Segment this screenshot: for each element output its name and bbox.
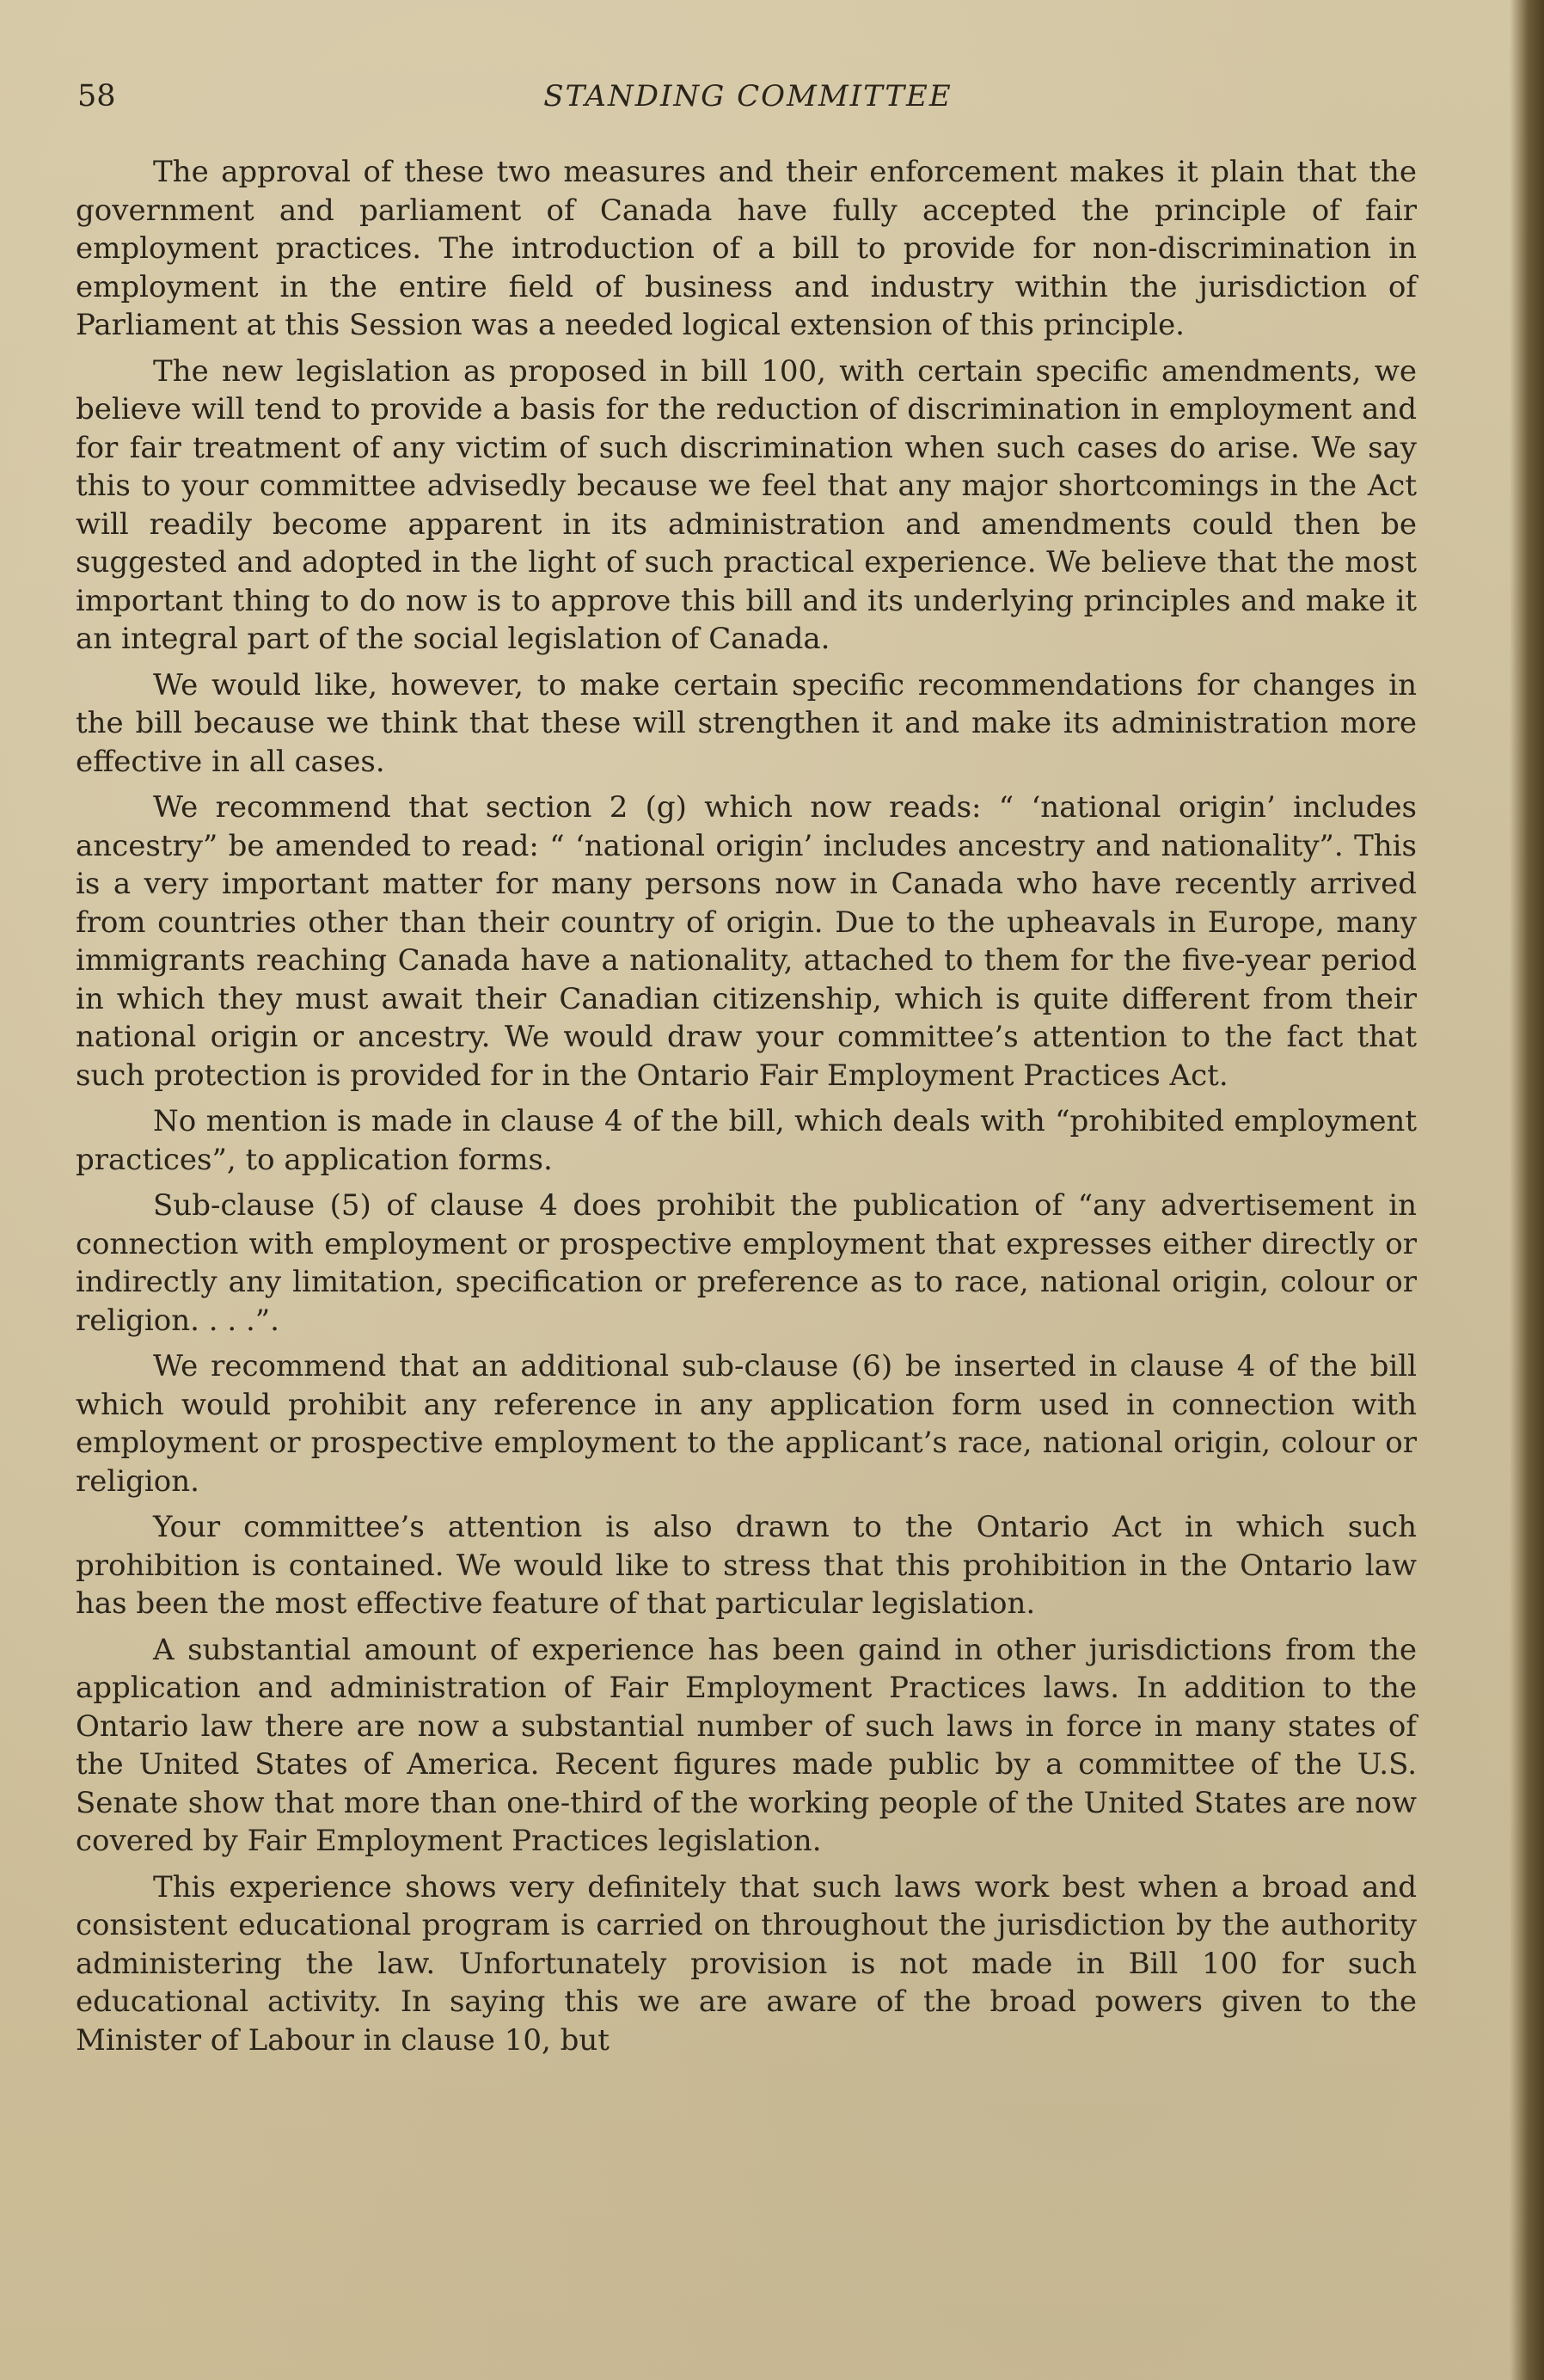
paragraph: This experience shows very definitely that such laws work best when a broad and consistent educational program is carried on throughout the jurisdiction by the authority administering the law. Unfortunately provision is not made in Bill 100 for such educational activity. In saying this we are aware of the broad powers given to the Minister of Labour in clause 10, but [76,1869,1417,2058]
paragraph: The new legislation as proposed in bill 100, with certain specific amendments, we believe will tend to provide a basis for the reduction of discrimination in employment and for fair treatment of any victim of such discrimination when such cases do arise. We say this to your committee advisedly because we feel that any major shortcomings in the Act will readily become apparent in its administration and amendments could then be suggested and adopted in the light of such practical experience. We believe that the most important thing to do now is to approve this bill and its underlying principles and make it an integral part of the social legislation of Canada. [76,353,1417,656]
paragraph: We would like, however, to make certain specific recommendations for changes in the bill because we think that these will strengthen it and make its administration more effective in all cases. [76,667,1417,779]
paragraph: No mention is made in clause 4 of the bill, which deals with “prohibited employment practices”, to application forms. [76,1104,1417,1177]
paragraph: We recommend that section 2 (g) which now reads: “ ‘national origin’ includes ancestry” be amended to read: “ ‘national origin’ includes ancestry and nationality”. This is a very important matter for many persons now in Canada who have recently arrived from countries other than their country of origin. Due to the upheavals in Europe, many immigrants reaching Canada have a nationality, attached to them for the five-year period in which they must await their Canadian citizenship, which is quite different from their national origin or ancestry. We would draw your committee’s attention to the fact that such protection is provided for in the Ontario Fair Employment Practices Act. [76,790,1417,1093]
paragraph: The approval of these two measures and their enforcement makes it plain that the government and parliament of Canada have fully accepted the principle of fair employment practices. The introduction of a bill to provide for non-discrimination in employment in the entire field of business and industry within the jurisdiction of Parliament at this Session was a needed logical extension of this principle. [76,155,1417,342]
running-title: STANDING COMMITTEE [543,79,953,113]
paragraph: Sub-clause (5) of clause 4 does prohibit the publication of “any advertisement in connection with employment or prospective employment that expresses either directly or indirectly any limitation, specification or preference as to race, national origin, colour or religion. . . .”. [76,1188,1417,1338]
paragraph: Your committee’s attention is also drawn to the Ontario Act in which such prohibition is contained. We would like to stress that this prohibition in the Ontario law has been the most effective feature of that particular legislation. [76,1510,1417,1621]
page-edge-shadow [1510,0,1544,2380]
paragraph: We recommend that an additional sub-clause (6) be inserted in clause 4 of the bill which would prohibit any reference in any application form used in connection with employment or prospective employment to the applicant’s race, national origin, colour or religion. [76,1349,1417,1499]
paragraph: A substantial amount of experience has been gaind in other jurisdictions from the application and administration of Fair Employment Practices laws. In addition to the Ontario law there are now a substantial number of such laws in force in many states of the United States of America. Recent figures made public by a committee of the U.S. Senate show that more than one-third of the working people of the United States are now covered by Fair Employment Practices legislation. [76,1632,1417,1858]
page-header [77,74,1418,126]
body-text [76,153,1417,2067]
page-number: 58 [77,79,116,113]
